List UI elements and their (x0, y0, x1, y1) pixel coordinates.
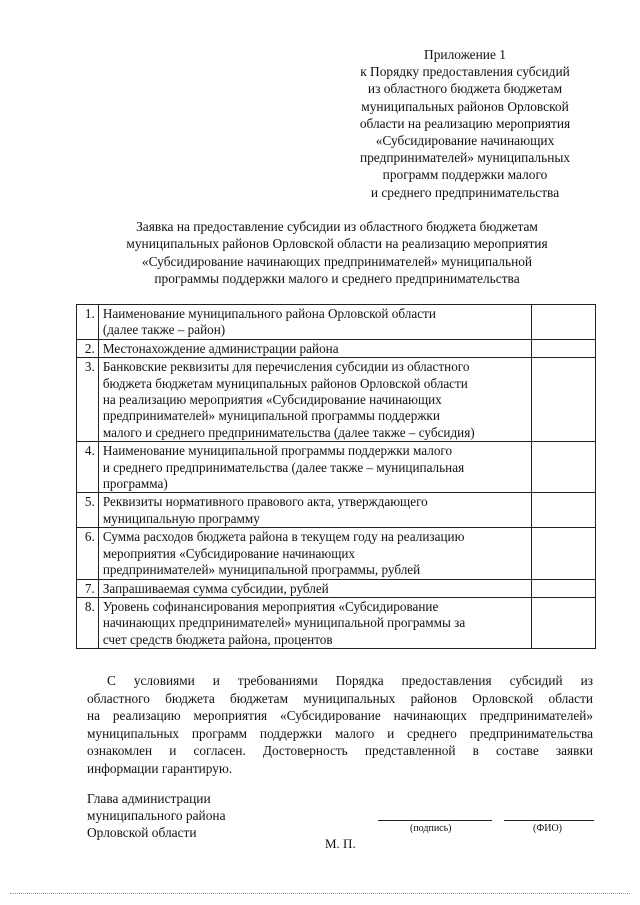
row-value-cell[interactable] (532, 597, 596, 648)
row-value-cell[interactable] (532, 493, 596, 528)
appendix-line: к Порядку предоставления субсидий (360, 64, 570, 80)
signatory-line: муниципального района (87, 808, 226, 824)
row-label (98, 528, 532, 579)
application-table (76, 304, 596, 649)
table-row (77, 305, 596, 340)
signature-line[interactable] (378, 820, 492, 821)
appendix-line: муниципальных районов Орловской (361, 98, 569, 114)
appendix-line: из областного бюджета бюджетам (367, 81, 563, 97)
appendix-line: и среднего предпринимательства (370, 184, 560, 200)
row-number: 2. (77, 339, 99, 357)
row-label-line: Местонахождение администрации района (102, 340, 339, 356)
appendix-line: области на реализацию мероприятия (359, 115, 571, 131)
row-number: 5. (77, 493, 99, 528)
table-row (77, 339, 596, 357)
row-label-line: предпринимателей» муниципальной программы, рублей (102, 562, 421, 578)
row-number: 7. (77, 579, 99, 597)
row-label (98, 597, 532, 648)
appendix-header (318, 46, 612, 201)
row-label (98, 442, 532, 493)
row-value-cell[interactable] (532, 528, 596, 579)
title-line: муниципальных районов Орловской области на реализацию мероприятия (126, 236, 548, 252)
row-label (98, 339, 532, 357)
agreement-line: С условиями и требованиями Порядка предоставления субсидий из (107, 673, 593, 688)
row-value-cell[interactable] (532, 442, 596, 493)
signature-caption: (подпись) (410, 823, 452, 834)
row-value-cell[interactable] (532, 339, 596, 357)
table-row (77, 579, 596, 597)
table-row (77, 493, 596, 528)
agreement-line: областного бюджета бюджетам муниципальных районов Орловской области (87, 690, 593, 706)
row-value-cell[interactable] (532, 358, 596, 442)
row-label-line: малого и среднего предпринимательства (далее также – субсидия) (102, 424, 475, 440)
title-line: «Субсидирование начинающих предпринимателей» муниципальной (141, 253, 533, 269)
table-row (77, 442, 596, 493)
row-label-line: начинающих предпринимателей» муниципальной программы за (102, 615, 466, 631)
row-label-line: Наименование муниципальной программы поддержки малого (102, 443, 453, 459)
row-label-line: Реквизиты нормативного правового акта, утверждающего (102, 494, 428, 510)
agreement-line: информации гарантирую. (87, 760, 233, 776)
agreement-paragraph (87, 672, 593, 778)
row-label (98, 358, 532, 442)
row-label-line: предпринимателей» муниципальной программы поддержки (102, 408, 440, 424)
row-label-line: муниципальную программу (102, 510, 260, 526)
row-label (98, 579, 532, 597)
appendix-line: предпринимателей» муниципальных (359, 150, 571, 166)
row-label-line: на реализацию мероприятия «Субсидирование начинающих (102, 392, 442, 408)
stamp-place-label: М. П. (325, 836, 356, 851)
table-row (77, 528, 596, 579)
page-edge-divider (10, 893, 630, 894)
row-number: 4. (77, 442, 99, 493)
row-label-line: Запрашиваемая сумма субсидии, рублей (102, 580, 329, 596)
row-label (98, 493, 532, 528)
row-label-line: счет средств бюджета района, процентов (102, 631, 333, 647)
row-label-line: Банковские реквизиты для перечисления субсидии из областного (102, 359, 470, 375)
row-label-line: Наименование муниципального района Орловской области (102, 306, 436, 321)
row-value-cell[interactable] (532, 305, 596, 340)
row-number: 8. (77, 597, 99, 648)
title-line: программы поддержки малого и среднего предпринимательства (154, 271, 520, 287)
row-number: 6. (77, 528, 99, 579)
appendix-line: Приложение 1 (424, 47, 506, 62)
row-number: 3. (77, 358, 99, 442)
signatory-block (87, 790, 226, 842)
name-line[interactable] (504, 820, 594, 821)
row-label-line: бюджета бюджетам муниципальных районов Орловской области (102, 375, 468, 391)
agreement-line: муниципальных программ поддержки малого и среднего предпринимательства (87, 725, 593, 741)
signatory-line: Глава администрации (87, 791, 211, 806)
row-label-line: Сумма расходов бюджета района в текущем году на реализацию (102, 529, 465, 545)
name-caption: (ФИО) (533, 823, 563, 834)
table-row (77, 358, 596, 442)
table-row (77, 597, 596, 648)
row-label-line: мероприятия «Субсидирование начинающих (102, 545, 356, 561)
row-label-line: (далее также – район) (102, 322, 226, 338)
title-line: Заявка на предоставление субсидии из областного бюджета бюджетам (136, 219, 538, 234)
appendix-line: программ поддержки малого (382, 167, 548, 183)
row-label (98, 305, 532, 340)
appendix-line: «Субсидирование начинающих (375, 133, 555, 149)
row-value-cell[interactable] (532, 579, 596, 597)
signatory-line: Орловской области (87, 825, 197, 841)
row-label-line: Уровень софинансирования мероприятия «Субсидирование (102, 598, 439, 614)
agreement-line: на реализацию мероприятия «Субсидирование начинающих предпринимателей» (87, 708, 593, 724)
agreement-line: ознакомлен и согласен. Достоверность представленной в составе заявки (87, 743, 593, 759)
row-label-line: и среднего предпринимательства (далее также – муниципальная (102, 459, 465, 475)
document-title (70, 218, 604, 288)
row-number: 1. (77, 305, 99, 340)
row-label-line: программа) (102, 476, 168, 492)
